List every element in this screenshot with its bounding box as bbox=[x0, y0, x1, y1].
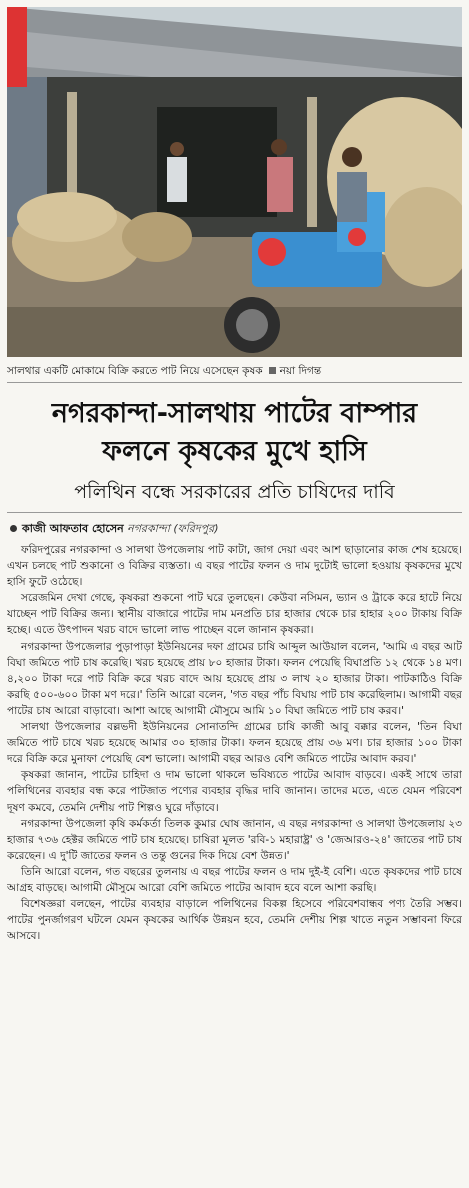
paragraph: নগরকান্দা উপজেলা কৃষি কর্মকর্তা তিলক কুমার ঘোষ জানান, এ বছর নগরকান্দা ও সালথা উপজেলায় ২৩ হাজার ৭৩৬ হেক্টর জমিতে পাট চাষ হয়েছে। চাষিরা মূলত 'রবি-১ মহারাষ্ট্র' ও 'জেআরও-২৪' জাতের পাট চাষ করেছেন। এ দু'টি জাতের ফলন ও তন্তু গুনের দিক দিয়ে বেশ উন্নত।' bbox=[7, 817, 462, 862]
headline-line-2: ফলনে কৃষকের মুখে হাসি bbox=[102, 436, 367, 467]
caption-text: সালথার একটি মোকামে বিক্রি করতে পাট নিয়ে এসেছেন কৃষক bbox=[7, 365, 263, 377]
article-body bbox=[7, 542, 462, 1182]
paragraph: বিশেষজ্ঞরা বলছেন, পাটের ব্যবহার বাড়ালে পলিথিনের বিকল্প হিসেবে পরিবেশবান্ধব পণ্য তৈরি সম্ভব। পাটের পুনর্জাগরণ ঘটলে যেমন কৃষকের আর্থিক উন্নয়ন হবে, তেমনি দেশীয় শিল্প খাতে নতুন সম্ভাবনা ফিরে আসবে। bbox=[7, 898, 462, 943]
paragraph: ফরিদপুরের নগরকান্দা ও সালথা উপজেলায় পাট কাটা, জাগ দেয়া এবং আশ ছাড়ানোর কাজ শেষ হয়েছে। এখন চলছে পাট শুকানো ও বিক্রির ব্যস্ততা। এ বছর পাটের ফলন ও দাম দুটোই ভালো হওয়ায় কৃষকদের মুখে হাসি ফুটে ওঠেছে। bbox=[7, 544, 462, 589]
headline bbox=[7, 395, 462, 471]
divider bbox=[7, 512, 462, 513]
paragraph: কৃষকরা জানান, পাটের চাহিদা ও দাম ভালো থাকলে ভবিষ্যতে পাটের আবাদ বাড়বে। একই সাথে তারা পলিথিনের ব্যবহার বন্ধ করে পাটজাত পণ্যের ব্যবহার বৃদ্ধির দাবি জানান। তাদের মতে, এতে যেমন পরিবেশ দূষণ কমবে, তেমনি দেশীয় পাট শিল্পও ঘুরে দাঁড়াবে। bbox=[7, 769, 462, 814]
paragraph: নগরকান্দা উপজেলার পুড়াপাড়া ইউনিয়নের দফা গ্রামের চাষি আব্দুল আউয়াল বলেন, 'আমি এ বছর আট বিঘা জমিতে পাট চাষ করেছি। খরচ হয়েছে প্রায় ৮০ হাজার টাকা। ফলন পেয়েছি বিঘাপ্রতি ১২ থেকে ১৪ মণ। ৪,২০০ টাকা দরে পাট বিক্রি করে খরচ বাদে আয় হয়েছে প্রায় ৩ লাখ ২০ হাজার টাকা। পাটকাঠিও বিক্রি করছি ৫০০-৬০০ টাকা মণ দরে।' তিনি আরো বলেন, 'গত বছর পাঁচ বিঘায় পাট চাষ করেছিলাম। আগামী বছর পাটের চাষ আরো বাড়াবো। আশা আছে আগামী মৌসুমে আমি ১০ বিঘা জমিতে পাট চাষ করব।' bbox=[7, 640, 462, 717]
paragraph: সালথা উপজেলার বল্লভদী ইউনিয়নের সোনাতন্দি গ্রামের চাষি কাজী আবু বক্কার বলেন, 'তিন বিঘা জমিতে পাট চাষে খরচ হয়েছে আমার ৩০ হাজার টাকা। ফলন হয়েছে প্রায় ৩৬ মণ। চার হাজার ১০০ টাকা দরে বিক্রি করে মুনাফা পেয়েছি বেশ ভালো। আগামী বছর আরও বেশি জমিতে পাটের আবাদ করব।' bbox=[7, 721, 462, 766]
photo-caption bbox=[7, 360, 462, 383]
byline-location: নগরকান্দা (ফরিদপুর) bbox=[127, 522, 219, 535]
caption-credit: নয়া দিগন্ত bbox=[279, 365, 322, 377]
headline-line-1: নগরকান্দা-সালথায় পাটের বাম্পার bbox=[51, 398, 418, 429]
square-icon bbox=[269, 367, 276, 374]
news-photo bbox=[7, 7, 462, 357]
subheadline: পলিথিন বন্ধে সরকারের প্রতি চাষিদের দাবি bbox=[74, 481, 395, 503]
jute-market-photo bbox=[7, 7, 462, 357]
paragraph: তিনি আরো বলেন, গত বছরের তুলনায় এ বছর পাটের ফলন ও দাম দুই-ই বেশি। এতে কৃষকদের পাট চাষে আগ্রহ বাড়ছে। আগামী মৌসুমে আরো বেশি জমিতে পাটের আবাদ হবে বলে আশা করছি। bbox=[7, 865, 462, 894]
byline-author: কাজী আফতাব হোসেন bbox=[22, 522, 124, 535]
bullet-icon bbox=[10, 525, 17, 532]
paragraph: সরেজমিন দেখা গেছে, কৃষকরা শুকনো পাট ঘরে তুলছেন। কেউবা নসিমন, ভ্যান ও ট্রাকে করে হাটে নিয়ে যাচ্ছেন পাট বিক্রির জন্য। স্থানীয় বাজারে পাটের দাম মনপ্রতি চার হাজার থেকে চার হাহার ২০০ টাকায় বিক্রি হচ্ছে। এতে উৎপাদন খরচ বাদে ভালো লাভ পাচ্ছেন বলে জানান কৃষকরা। bbox=[7, 592, 462, 637]
byline bbox=[7, 520, 462, 538]
